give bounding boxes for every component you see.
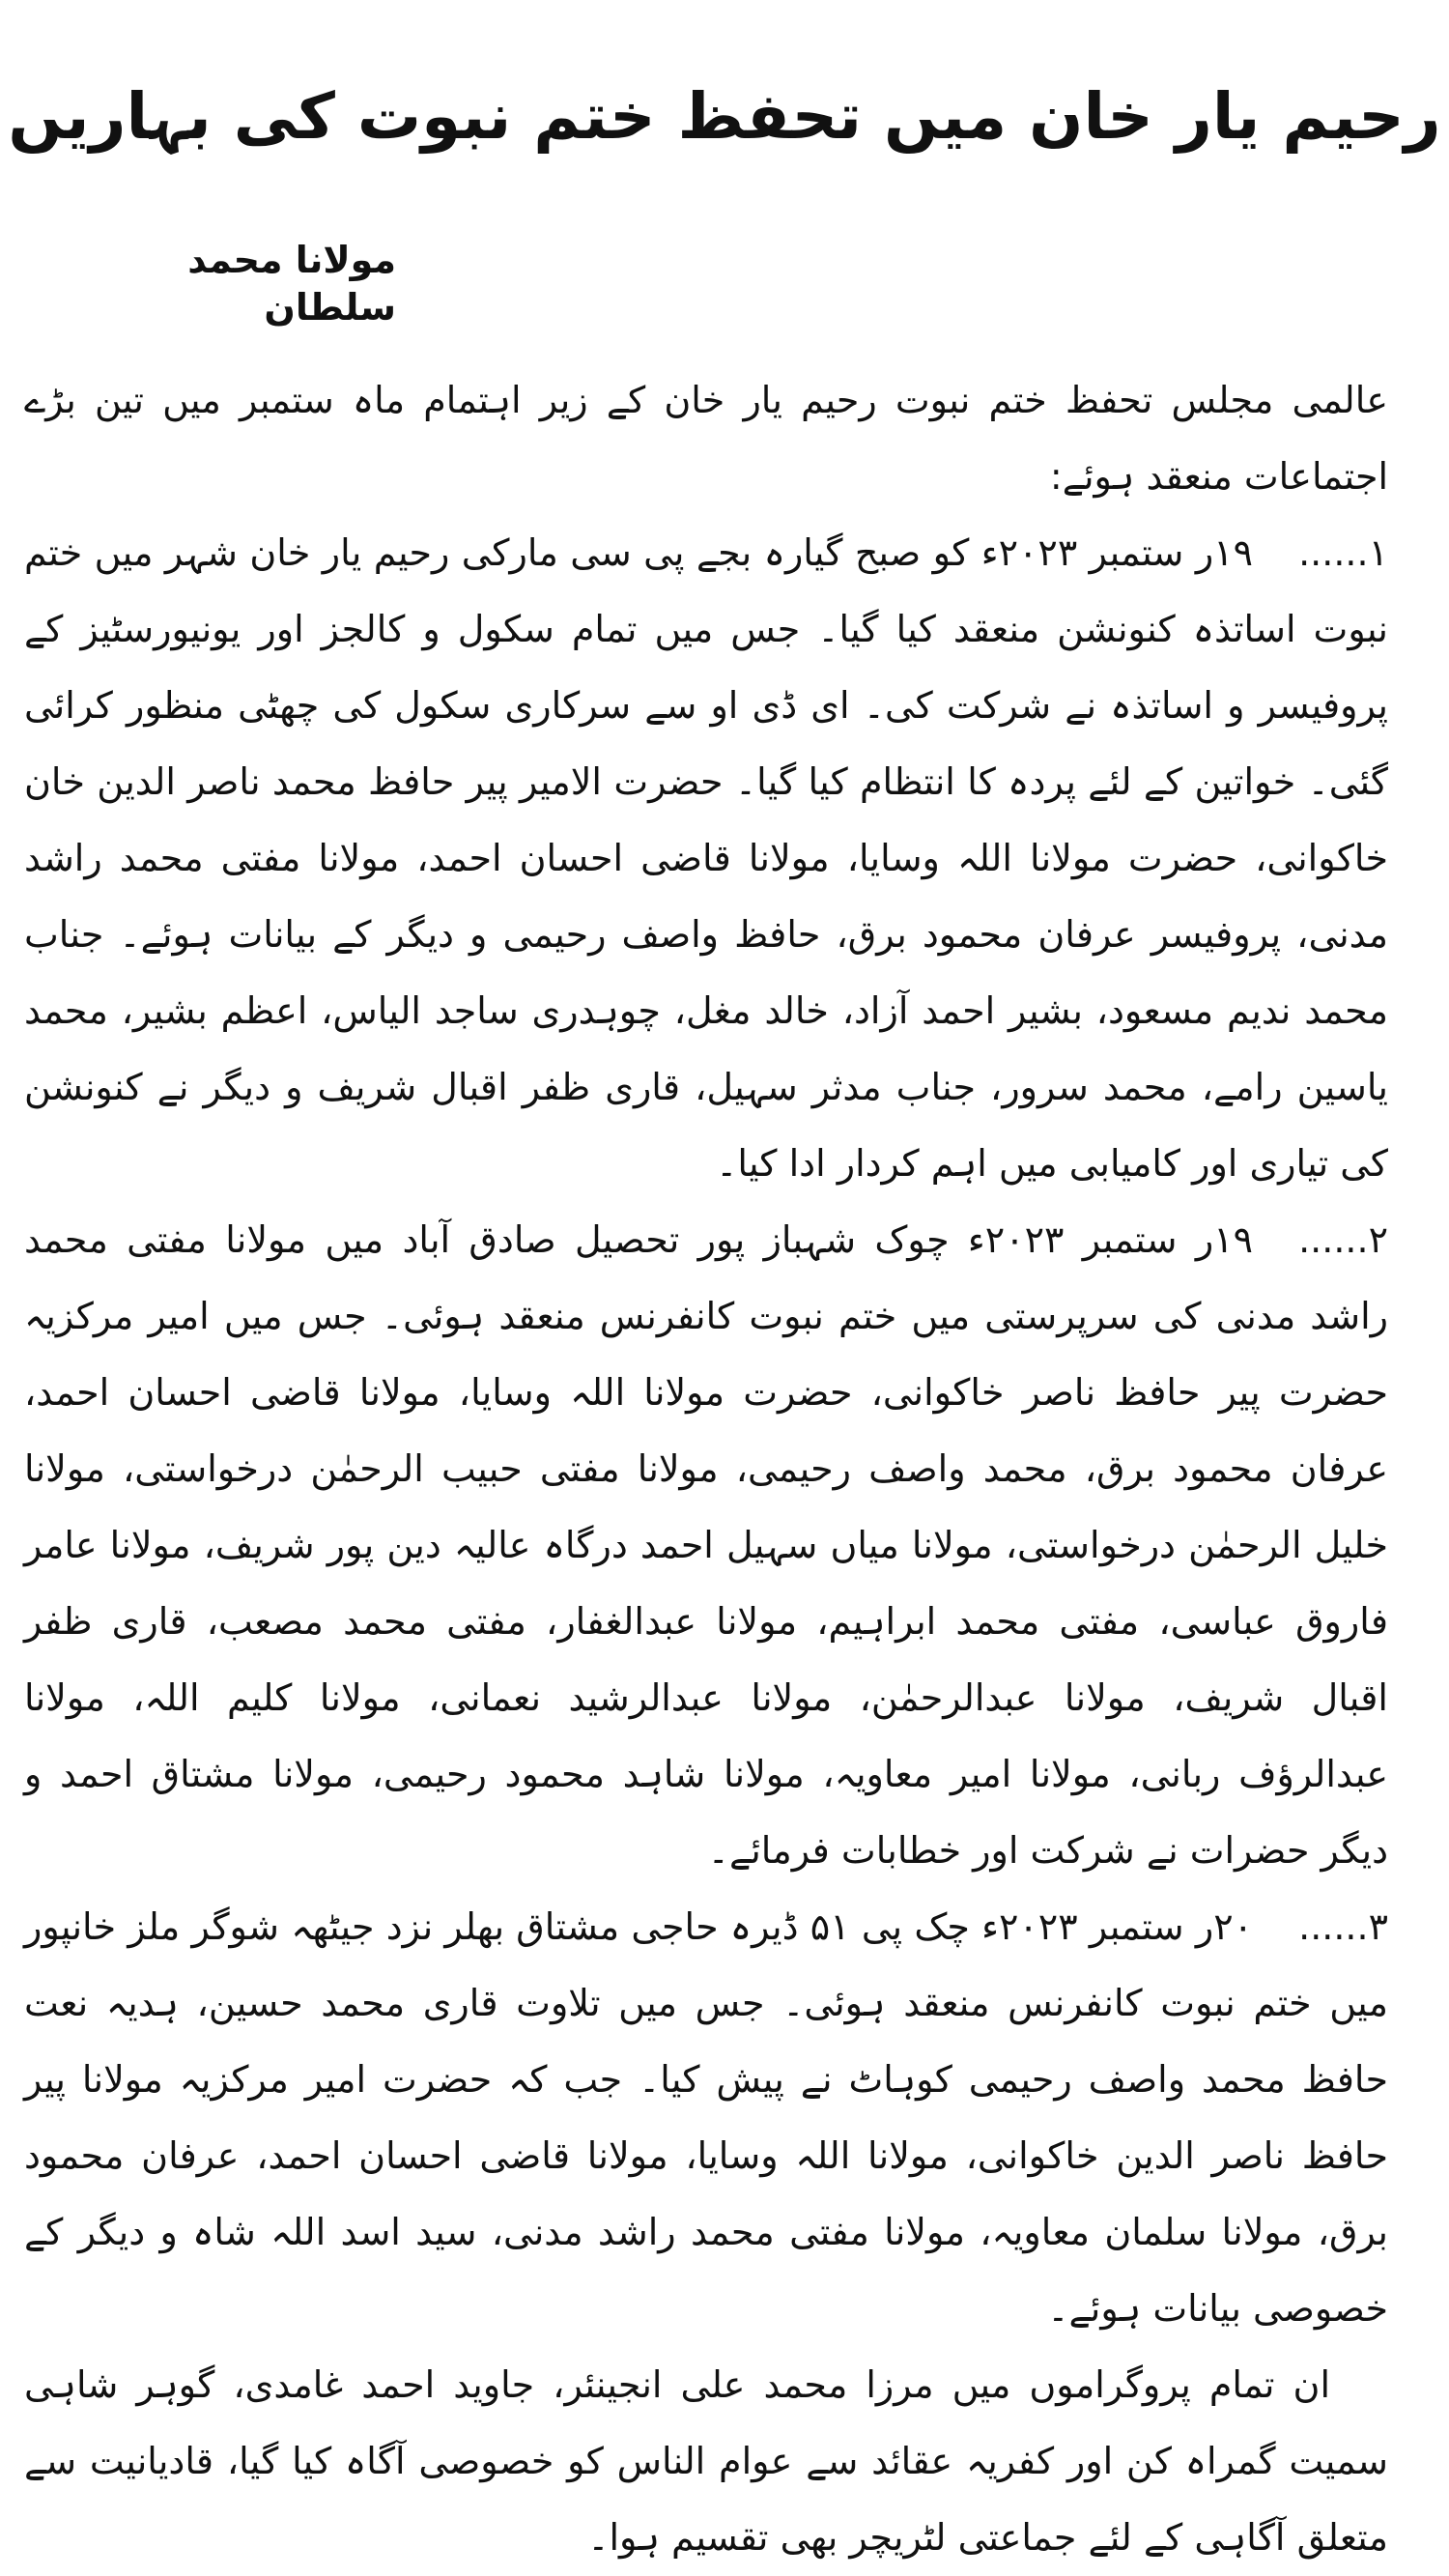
event-text: ۱۹ر ستمبر ۲۰۲۳ء چوک شہباز پور تحصیل صادق آباد میں مولانا مفتی محمد راشد مدنی کی سرپرستی میں ختم نبوت کانفرنس منعقد ہوئی۔ جس میں امیر مرکزیہ حضرت پیر حافظ ناصر خاکوانی، حضرت مولانا اللہ وسایا، مولانا قاضی احسان احمد، عرفان محمود برق، محمد واصف رحیمی، مولانا مفتی حبیب الرحمٰن درخواستی، مولانا خلیل الرحمٰن درخواستی، مولانا میاں سہیل احمد درگاہ عالیہ دین پور شریف، مولانا عامر فاروق عباسی، مفتی محمد ابراہیم، مولانا عبدالغفار، مفتی محمد مصعب، قاری ظفر اقبال شریف، مولانا عبدالرحمٰن، مولانا عبدالرشید نعمانی، مولانا کلیم اللہ، مولانا عبدالرؤف ربانی، مولانا امیر معاویہ، مولانا شاہد محمود رحیمی، مولانا مشتاق احمد و دیگر حضرات نے شرکت اور خطابات فرمائے۔: [24, 1218, 1388, 1872]
event-number: ۳......: [1298, 1905, 1389, 1948]
event-text: ۲۰ر ستمبر ۲۰۲۳ء چک پی ۵۱ ڈیرہ حاجی مشتاق بھلر نزد جیٹھہ شوگر ملز خانپور میں ختم نبوت کانفرنس منعقد ہوئی۔ جس میں تلاوت قاری محمد حسین، ہدیہ نعت حافظ محمد واصف رحیمی کوہاٹ نے پیش کیا۔ جب کہ حضرت امیر مرکزیہ مولانا پیر حافظ ناصر الدین خاکوانی، مولانا اللہ وسایا، مولانا قاضی احسان احمد، عرفان محمود برق، مولانا سلمان معاویہ، مولانا مفتی محمد راشد مدنی، سید اسد اللہ شاہ و دیگر کے خصوصی بیانات ہوئے۔: [24, 1905, 1388, 2330]
closing-paragraph: ان تمام پروگراموں میں مرزا محمد علی انجینئر، جاوید احمد غامدی، گوہر شاہی سمیت گمراہ کن اور کفریہ عقائد سے عوام الناس کو خصوصی آگاہ کیا گیا، قادیانیت سے متعلق آگاہی کے لئے جماعتی لٹریچر بھی تقسیم ہوا۔: [24, 2363, 1388, 2559]
article-body: [24, 362, 1389, 2559]
event-number: ۲......: [1298, 1218, 1388, 1261]
article-title: رحیم یار خان میں تحفظ ختم نبوت کی بہاریں: [8, 79, 1441, 154]
article-author: مولانا محمد سلطان: [187, 239, 396, 329]
event-text: ۱۹ر ستمبر ۲۰۲۳ء کو صبح گیارہ بجے پی سی مارکی رحیم یار خان شہر میں ختم نبوت اساتذہ کنونشن منعقد کیا گیا۔ جس میں تمام سکول و کالجز اور یونیورسٹیز کے پروفیسر و اساتذہ نے شرکت کی۔ ای ڈی او سے سرکاری سکول کی چھٹی منظور کرائی گئی۔ خواتین کے لئے پردہ کا انتظام کیا گیا۔ حضرت الامیر پیر حافظ محمد ناصر الدین خان خاکوانی، حضرت مولانا اللہ وسایا، مولانا قاضی احسان احمد، مولانا مفتی محمد راشد مدنی، پروفیسر عرفان محمود برق، حافظ واصف رحیمی و دیگر کے بیانات ہوئے۔ جناب محمد ندیم مسعود، بشیر احمد آزاد، خالد مغل، چوہدری ساجد الیاس، اعظم بشیر، محمد یاسین رامے، محمد سرور، جناب مدثر سہیل، قاری ظفر اقبال شریف و دیگر نے کنونشن کی تیاری اور کامیابی میں اہم کردار ادا کیا۔: [24, 531, 1388, 1185]
event-number: ۱......: [1298, 531, 1388, 574]
event-paragraph-2: [24, 1202, 1388, 1889]
intro-paragraph: عالمی مجلس تحفظ ختم نبوت رحیم یار خان کے زیر اہتمام ماہ ستمبر میں تین بڑے اجتماعات منعقد ہوئے:: [24, 379, 1388, 498]
event-paragraph-1: [24, 515, 1388, 1202]
event-paragraph-3: [24, 1889, 1388, 2347]
